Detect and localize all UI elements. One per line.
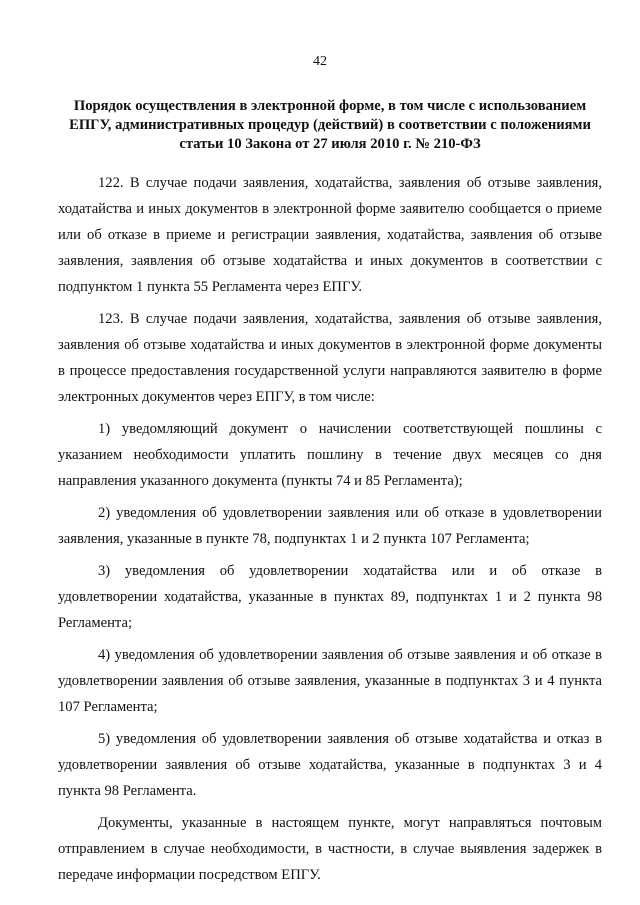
heading-line: статьи 10 Закона от 27 июля 2010 г. № 210-ФЗ	[179, 136, 481, 152]
heading-line: ЕПГУ, административных процедур (действий) в соответствии с положениями	[69, 117, 591, 133]
list-item-3: 3) уведомления об удовлетворении ходатайства или и об отказе в удовлетворении ходатайства, указанные в пунктах 89, подпунктах 1 и 2 пункта 98 Регламента;	[58, 563, 602, 631]
list-item-2: 2) уведомления об удовлетворении заявления или об отказе в удовлетворении заявления, указанные в пункте 78, подпунктах 1 и 2 пункта 107 Регламента;	[58, 505, 602, 547]
section-heading	[58, 97, 602, 154]
document-body	[58, 170, 602, 894]
list-item-5: 5) уведомления об удовлетворении заявления об отзыве ходатайства и отказ в удовлетворении заявления об отзыве ходатайства, указанные в подпунктах 3 и 4 пункта 98 Регламента.	[58, 731, 602, 799]
heading-line: Порядок осуществления в электронной форме, в том числе с использованием	[73, 98, 587, 114]
page-number: 42	[313, 54, 327, 69]
paragraph-122: 122. В случае подачи заявления, ходатайства, заявления об отзыве заявления, ходатайства и иных документов в электронной форме заявителю сообщается о приеме или об отказе в приеме и регистрации заявления, ходатайства, заявления об отзыве заявления, заявления об отзыве ходатайства и иных документов в соответствии с подпунктом 1 пункта 55 Регламента через ЕПГУ.	[58, 175, 602, 295]
list-item-4: 4) уведомления об удовлетворении заявления об отзыве заявления и об отказе в удовлетворении заявления об отзыве заявления, указанные в подпунктах 3 и 4 пункта 107 Регламента;	[58, 647, 602, 715]
closing-paragraph: Документы, указанные в настоящем пункте, могут направляться почтовым отправлением в случае необходимости, в частности, в случае выявления задержек в передаче информации посредством ЕПГУ.	[58, 815, 602, 883]
paragraph-123: 123. В случае подачи заявления, ходатайства, заявления об отзыве заявления, заявления об отзыве ходатайства и иных документов в электронной форме документы в процессе предоставления государственной услуги направляются заявителю в форме электронных документов через ЕПГУ, в том числе:	[58, 311, 602, 405]
list-item-1: 1) уведомляющий документ о начислении соответствующей пошлины с указанием необходимости уплатить пошлину в течение двух месяцев со дня направления указанного документа (пункты 74 и 85 Регламента);	[58, 421, 602, 489]
